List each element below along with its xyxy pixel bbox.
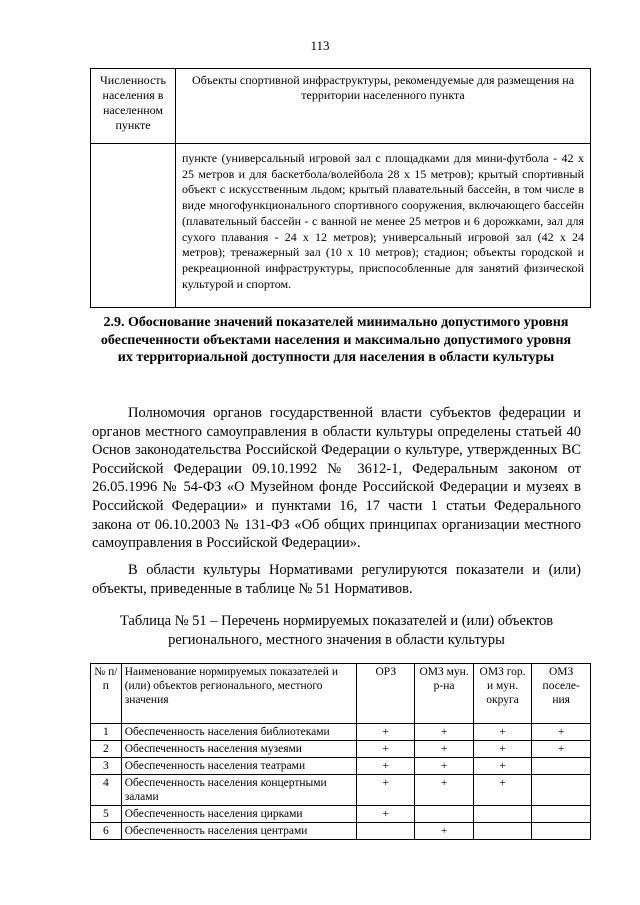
row-orz bbox=[357, 823, 415, 840]
row-indicator: Обеспеченность населения центрами bbox=[121, 823, 356, 840]
row-indicator: Обеспеченность населения музеями bbox=[121, 741, 356, 758]
row-omz-settlement bbox=[532, 758, 591, 775]
row-omz-district: + bbox=[415, 724, 473, 741]
row-omz-settlement: + bbox=[532, 724, 591, 741]
table-row bbox=[91, 823, 591, 840]
row-indicator: Обеспеченность населения театрами bbox=[121, 758, 356, 775]
row-omz-district: + bbox=[415, 823, 473, 840]
table-header-row bbox=[91, 664, 591, 724]
header-omz-settlement: ОМЗ поселе-ния bbox=[532, 664, 591, 724]
paragraph-regulation bbox=[92, 561, 581, 598]
row-omz-city: + bbox=[473, 724, 532, 741]
header-population: Численность населения в населенном пункте bbox=[91, 69, 176, 144]
row-omz-district bbox=[415, 806, 473, 823]
section-heading: 2.9. Обоснование значений показателей минимально допустимого уровня обеспеченности объектами населения и максимально допустимого уровня их территориальной доступности для населения в области культуры bbox=[100, 315, 572, 365]
table-row bbox=[91, 758, 591, 775]
row-indicator: Обеспеченность населения библиотеками bbox=[121, 724, 356, 741]
table-row bbox=[91, 741, 591, 758]
table-row bbox=[91, 806, 591, 823]
row-omz-settlement bbox=[532, 823, 591, 840]
header-sports-objects: Объекты спортивной инфраструктуры, рекомендуемые для размещения на территории населенного пункта bbox=[176, 69, 591, 144]
body-sports-objects-cell: пункте (универсальный игровой зал с площадками для мини-футбола - 42 х 25 метров и для баскетбола/волейбола 28 х 15 метров); крытый спортивный объект с искусственным льдом; крытый плавательный бассейн, в том числе в виде многофункционального спортивного сооружения, включающего бассейн (плавательный бассейн - с ванной не менее 25 метров и 6 дорожками, зал для сухого плавания - 24 х 12 метров); универсальный игровой зал (42 х 24 метров); тренажерный зал (10 х 10 метров); стадион; объекты городской и рекреационной инфраструктуры, приспособленные для занятий физической культурой и спортом. bbox=[176, 144, 591, 308]
row-omz-city bbox=[473, 806, 532, 823]
header-orz: ОРЗ bbox=[357, 664, 415, 724]
row-omz-settlement bbox=[532, 806, 591, 823]
sports-infrastructure-table bbox=[90, 68, 591, 308]
row-omz-city: + bbox=[473, 741, 532, 758]
paragraph-regulation-text: В области культуры Нормативами регулируются показатели и (или) объекты, приведенные в таблице № 51 Нормативов. bbox=[92, 562, 581, 597]
row-omz-settlement bbox=[532, 775, 591, 806]
row-indicator: Обеспеченность населения цирками bbox=[121, 806, 356, 823]
row-omz-settlement: + bbox=[532, 741, 591, 758]
row-omz-city bbox=[473, 823, 532, 840]
row-indicator: Обеспеченность населения концертными залами bbox=[121, 775, 356, 806]
row-orz: + bbox=[357, 741, 415, 758]
row-number: 6 bbox=[91, 823, 122, 840]
header-omz-district: ОМЗ мун. р-на bbox=[415, 664, 473, 724]
row-orz: + bbox=[357, 775, 415, 806]
row-number: 4 bbox=[91, 775, 122, 806]
table-row bbox=[91, 724, 591, 741]
row-orz: + bbox=[357, 758, 415, 775]
row-number: 5 bbox=[91, 806, 122, 823]
row-number: 2 bbox=[91, 741, 122, 758]
paragraph-powers bbox=[92, 404, 581, 553]
table-caption: Таблица № 51 – Перечень нормируемых показателей и (или) объектов регионального, местного значения в области культуры bbox=[119, 613, 554, 648]
row-omz-city: + bbox=[473, 758, 532, 775]
row-orz: + bbox=[357, 724, 415, 741]
row-orz: + bbox=[357, 806, 415, 823]
table-row bbox=[91, 775, 591, 806]
header-omz-city: ОМЗ гор. и мун. округа bbox=[473, 664, 532, 724]
row-omz-district: + bbox=[415, 741, 473, 758]
paragraph-powers-text: Полномочия органов государственной власти субъектов федерации и органов местного самоуправления в области культуры определены статьей 40 Основ законодательства Российской Федерации о культуре, утвержденных ВС Российской Федерации 09.10.1992 № 3612-1, Федеральным законом от 26.05.1996 № 54-ФЗ «О Музейном фонде Российской Федерации и музеях в Российской Федерации» и пунктами 16, 17 части 1 статьи Федерального закона от 06.10.2003 № 131-ФЗ «Об общих принципах организации местного самоуправления в Российской Федерации». bbox=[92, 405, 581, 552]
row-omz-district: + bbox=[415, 775, 473, 806]
header-indicator-name: Наименование нормируемых показателей и (или) объектов регионального, местного значения bbox=[121, 664, 356, 724]
culture-indicators-table bbox=[90, 663, 591, 840]
row-number: 1 bbox=[91, 724, 122, 741]
header-number: № п/п bbox=[91, 664, 122, 724]
row-number: 3 bbox=[91, 758, 122, 775]
row-omz-district: + bbox=[415, 758, 473, 775]
page-number: 113 bbox=[310, 38, 330, 53]
body-population-cell bbox=[91, 144, 176, 308]
row-omz-city: + bbox=[473, 775, 532, 806]
